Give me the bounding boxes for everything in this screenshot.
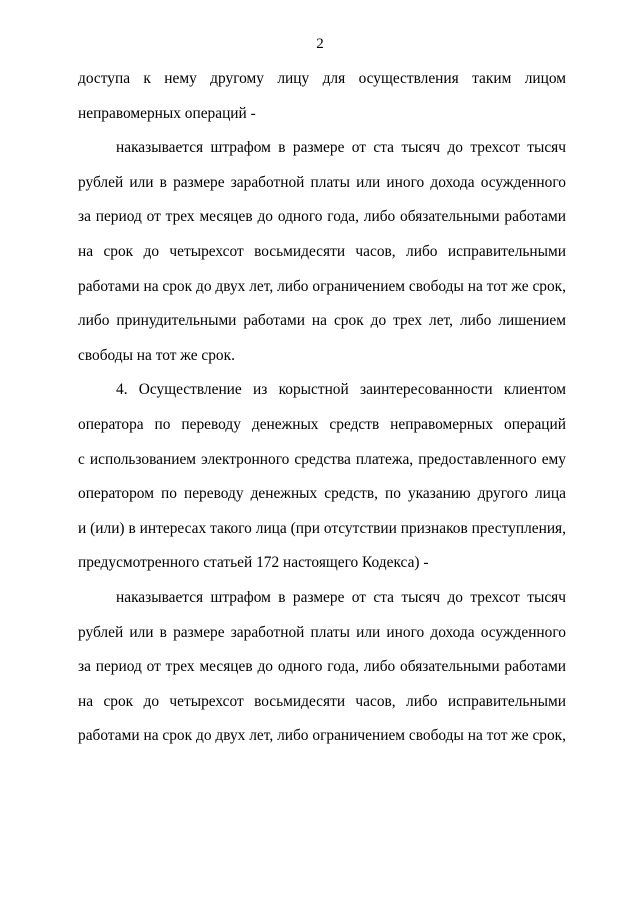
paragraph	[78, 380, 566, 588]
text-line: на срок до четырехсот восьмидесяти часов, либо исправительными	[78, 242, 566, 260]
text-line: рублей или в размере заработной платы или иного дохода осужденного	[78, 173, 566, 191]
text-line: работами на срок до двух лет, либо ограничением свободы на тот же срок,	[78, 727, 566, 745]
text-line: и (или) в интересах такого лица (при отсутствии признаков преступления,	[78, 519, 566, 537]
text-line: оператора по переводу денежных средств неправомерных операций	[78, 415, 566, 433]
text-line: 4. Осуществление из корыстной заинтересованности клиентом	[116, 381, 566, 399]
text-line: оператором по переводу денежных средств, по указанию другого лица	[78, 485, 566, 503]
text-line: свободы на тот же срок.	[78, 346, 235, 364]
text-line: либо принудительными работами на срок до трех лет, либо лишением	[78, 312, 566, 330]
text-line: работами на срок до двух лет, либо ограничением свободы на тот же срок,	[78, 277, 566, 295]
document-body	[78, 69, 566, 761]
text-line: на срок до четырехсот восьмидесяти часов, либо исправительными	[78, 692, 566, 710]
text-line: за период от трех месяцев до одного года, либо обязательными работами	[78, 208, 566, 226]
text-line: неправомерных операций -	[78, 104, 256, 122]
paragraph	[78, 138, 566, 380]
text-line: наказывается штрафом в размере от ста тысяч до трехсот тысяч	[116, 588, 566, 606]
page-number: 2	[316, 36, 324, 52]
text-line: с использованием электронного средства платежа, предоставленного ему	[78, 450, 566, 468]
text-line: наказывается штрафом в размере от ста тысяч до трехсот тысяч	[116, 139, 566, 157]
paragraph	[78, 588, 566, 761]
text-line: доступа к нему другому лицу для осуществления таким лицом	[78, 70, 566, 87]
text-line: предусмотренного статьей 172 настоящего Кодекса) -	[78, 554, 429, 572]
text-line: рублей или в размере заработной платы или иного дохода осужденного	[78, 623, 566, 641]
text-line: за период от трех месяцев до одного года, либо обязательными работами	[78, 658, 566, 676]
paragraph	[78, 69, 566, 138]
